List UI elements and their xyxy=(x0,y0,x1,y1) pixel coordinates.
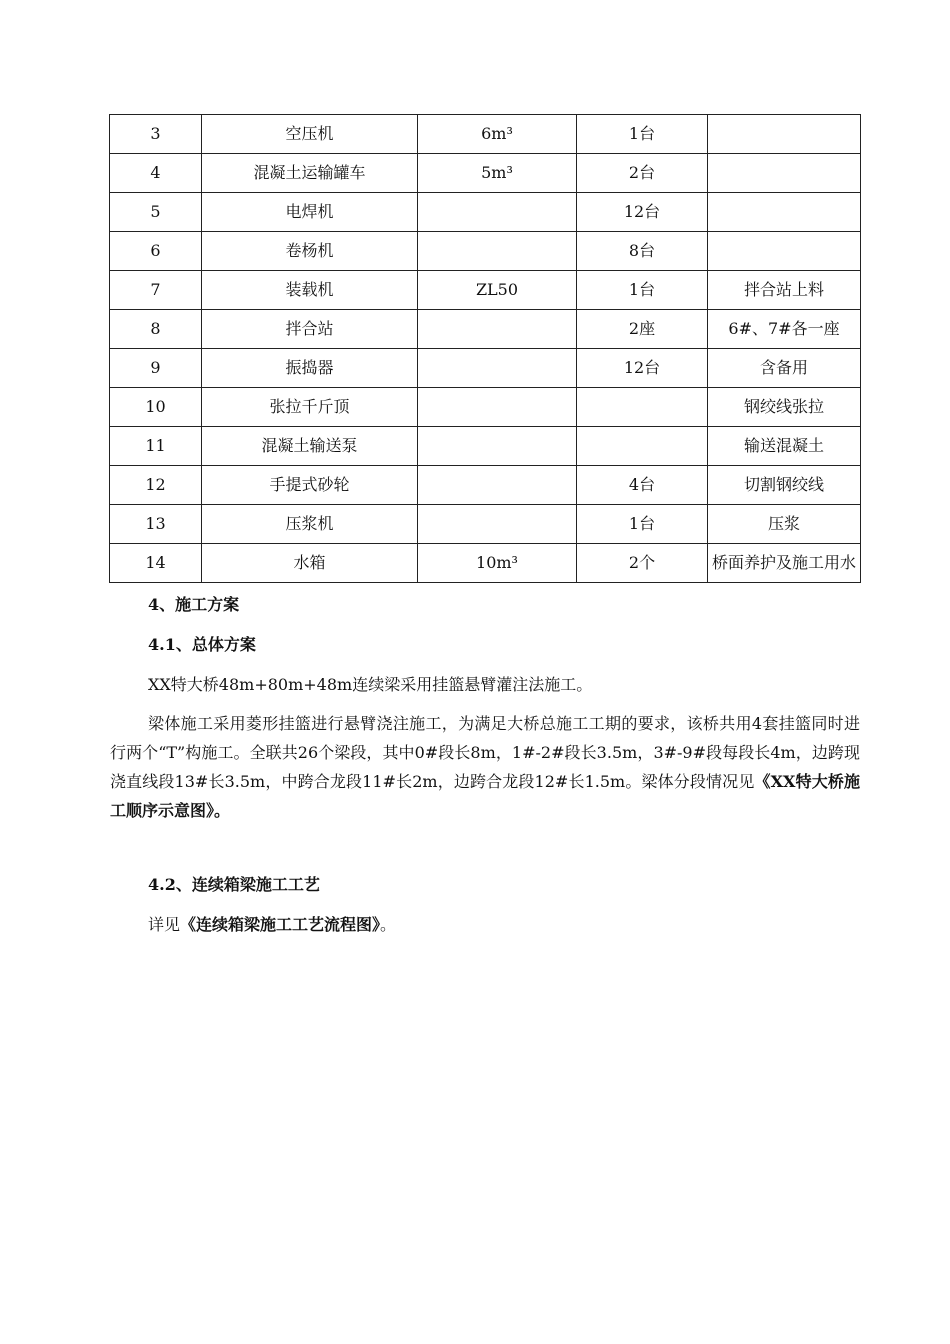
cell-no: 7 xyxy=(110,271,202,310)
section-4-1-paragraph-2 xyxy=(110,709,860,825)
cell-spec xyxy=(418,232,577,271)
cell-remark xyxy=(708,154,861,193)
table-row xyxy=(110,466,861,505)
cell-name: 装载机 xyxy=(202,271,418,310)
cell-qty xyxy=(577,427,708,466)
cell-spec: ZL50 xyxy=(418,271,577,310)
cell-name: 水箱 xyxy=(202,544,418,583)
cell-qty: 1台 xyxy=(577,271,708,310)
cell-name: 混凝土运输罐车 xyxy=(202,154,418,193)
cell-name: 张拉千斤顶 xyxy=(202,388,418,427)
cell-no: 10 xyxy=(110,388,202,427)
cell-no: 3 xyxy=(110,115,202,154)
table-row xyxy=(110,232,861,271)
cell-spec xyxy=(418,427,577,466)
cell-name: 空压机 xyxy=(202,115,418,154)
cell-no: 14 xyxy=(110,544,202,583)
table-row xyxy=(110,154,861,193)
cell-remark: 钢绞线张拉 xyxy=(708,388,861,427)
cell-name: 振捣器 xyxy=(202,349,418,388)
cell-name: 压浆机 xyxy=(202,505,418,544)
cell-qty: 8台 xyxy=(577,232,708,271)
table-row xyxy=(110,427,861,466)
cell-qty: 2台 xyxy=(577,154,708,193)
table-row xyxy=(110,310,861,349)
cell-no: 5 xyxy=(110,193,202,232)
cell-remark xyxy=(708,232,861,271)
cell-remark: 桥面养护及施工用水 xyxy=(708,544,861,583)
cell-qty: 12台 xyxy=(577,193,708,232)
sequence-diagram-reference: 《XX特大桥施工顺序示意图》。 xyxy=(110,772,860,820)
period-suffix: 。 xyxy=(380,915,397,934)
cell-no: 11 xyxy=(110,427,202,466)
section-4-heading: 4、施工方案 xyxy=(148,595,240,614)
cell-remark xyxy=(708,115,861,154)
cell-name: 手提式砂轮 xyxy=(202,466,418,505)
cell-no: 4 xyxy=(110,154,202,193)
cell-no: 8 xyxy=(110,310,202,349)
cell-remark: 6#、7#各一座 xyxy=(708,310,861,349)
cell-qty: 2个 xyxy=(577,544,708,583)
cell-spec: 6m³ xyxy=(418,115,577,154)
cell-spec xyxy=(418,466,577,505)
equipment-table-body xyxy=(110,115,861,583)
cell-spec xyxy=(418,310,577,349)
section-4-2-paragraph-1 xyxy=(148,912,898,935)
table-row xyxy=(110,544,861,583)
process-flowchart-reference: 《连续箱梁施工工艺流程图》 xyxy=(180,915,381,934)
cell-name: 电焊机 xyxy=(202,193,418,232)
cell-qty: 1台 xyxy=(577,115,708,154)
section-4-1-paragraph-1: XX特大桥48m+80m+48m连续梁采用挂篮悬臂灌注法施工。 xyxy=(148,675,593,694)
cell-name: 混凝土输送泵 xyxy=(202,427,418,466)
cell-no: 13 xyxy=(110,505,202,544)
cell-spec xyxy=(418,505,577,544)
table-row xyxy=(110,388,861,427)
equipment-table xyxy=(109,114,861,583)
cell-remark: 输送混凝土 xyxy=(708,427,861,466)
cell-spec xyxy=(418,388,577,427)
cell-no: 6 xyxy=(110,232,202,271)
cell-spec: 10m³ xyxy=(418,544,577,583)
cell-qty: 2座 xyxy=(577,310,708,349)
table-row xyxy=(110,271,861,310)
see-prefix: 详见 xyxy=(148,915,181,934)
cell-spec: 5m³ xyxy=(418,154,577,193)
cell-no: 12 xyxy=(110,466,202,505)
table-row xyxy=(110,115,861,154)
cell-spec xyxy=(418,193,577,232)
section-4-2-heading: 4.2、连续箱梁施工工艺 xyxy=(148,875,320,894)
cell-qty: 1台 xyxy=(577,505,708,544)
cell-name: 卷杨机 xyxy=(202,232,418,271)
table-row xyxy=(110,349,861,388)
cell-spec xyxy=(418,349,577,388)
section-4-1-heading: 4.1、总体方案 xyxy=(148,635,256,654)
paragraph-2-text: 梁体施工采用菱形挂篮进行悬臂浇注施工，为满足大桥总施工工期的要求，该桥共用4套挂篮同时进行两个“T”构施工。全联共26个梁段，其中0#段长8m，1#-2#段长3.5m，3#-9#段每段长4m，边跨现浇直线段13#长3.5m，中跨合龙段11#长2m，边跨合龙段12#长1.5m。梁体分段情况见 xyxy=(110,714,860,791)
cell-remark: 拌合站上料 xyxy=(708,271,861,310)
cell-remark: 含备用 xyxy=(708,349,861,388)
table-row xyxy=(110,193,861,232)
cell-name: 拌合站 xyxy=(202,310,418,349)
cell-qty: 4台 xyxy=(577,466,708,505)
cell-remark: 压浆 xyxy=(708,505,861,544)
table-row xyxy=(110,505,861,544)
cell-remark: 切割钢绞线 xyxy=(708,466,861,505)
cell-qty: 12台 xyxy=(577,349,708,388)
cell-no: 9 xyxy=(110,349,202,388)
cell-remark xyxy=(708,193,861,232)
cell-qty xyxy=(577,388,708,427)
